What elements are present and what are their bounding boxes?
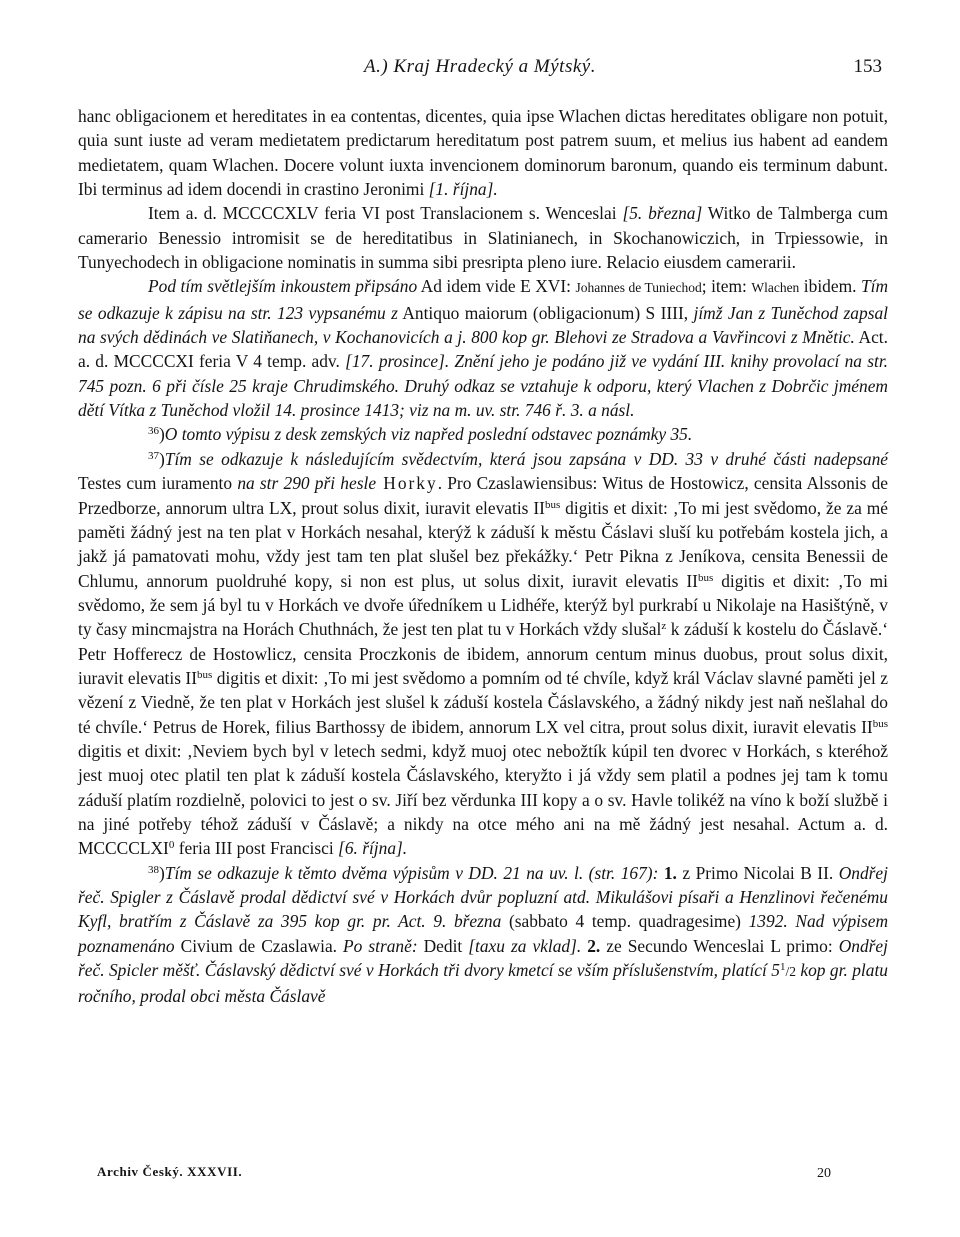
footnote-38: $^{38}$)Tím se odkazuje k těmto dvěma výpisům v DD. 21 na uv. l. (str. 167): 1. z Primo Nicolai B II. Ondřej řeč. Spigler z Čáslavě prodal dědictví své v Horkách dvůr popluzní atd. Mikulášovi písaři a Henzlinovi řečenému Kyfl, bratřím z Čáslavě za 395 kop gr. pr. Act. 9. března (sabbato 4 temp. quadragesime) 1392. Nad výpisem poznamenáno Civium de Czaslawia. Po straně: Dedit [taxu za vklad]. 2. ze Secundo Wenceslai L primo: Ondřej řeč. Spicler měšť. Čáslavský dědictví své v Horkách tři dvory kmetcí se vším příslušenstvím, platící $5^1/2$ kop gr. platu ročního, prodal obci města Čáslavě: [78, 862, 889, 1007]
date-note: [1. října].: [428, 179, 498, 200]
footnote-37: $^{37}$)Tím se odkazuje k následujícím svědectvím, která jsou zapsána v DD. 33 v druhé části nadepsané Testes cum iuramento na str 290 při hesle Horky. Pro Czaslawiensibus: Witus de Hostowicz, censita Alssonis de Przedborze, annorum ultra LX, prout solus dixit, iuravit elevatis $II^{bus}$ digitis et dixit: ‚To mi jest svědomo, že za mé paměti žádný jest na ten plat v Horkách nesahal, kterýž k záduší k městu Čáslavi sluší ku potřebám kostela jich, a jakž já pamatovati mohu, vždy jest tam ten plat slušel bez překážky.‘ Petr Pikna z Jeníkova, censita Benessii de Chlumu, annorum puoldruhé kopy, si non est plus, ut solus dixit, iuravit elevatis $II^{bus}$ digitis et dixit: ‚To mi svědomo, že sem já byl tu v Horkách ve dvoře úředníkem u Lidhéře, kterýž byl purkrabí u Nikolaje na Hasištýně, v ty časy mincmajstra na Horách Chuthnách, že jest ten plat tu v Horkách vždy slušal$^z$ k záduší k kostelu do Čáslavě.‘ Petr Hofferecz de Hostowlicz, censita Proczkonis de ibidem, annorum centum minus duobus, prout solus dixit, iuravit elevatis $II^{bus}$ digitis et dixit: ‚To mi jest svědomo a pomním od té chvíle, když král Václav slavné paměti jel z vězení z Viedně, že ten plat v Horkách jest slušel k záduší kostela Čáslavského, a žádný nikdy jest naň nešlahal do té chvíle.‘ Petrus de Horek, filius Barthossy de ibidem, annorum LX vel citra, prout solus dixit, iuravit elevatis $II^{bus}$ digitis et dixit: ‚Neviem bych byl v letech sedmi, když muoj otec nebožtík kúpil ten dvorec v Horkách, s kteréhož jest muoj otec platil ten plat k záduší kostela Čáslavského, kteryžto i já vždy sem platil a podnes jej tam k tomu záduší platím rozdielně, polovici to jest o sv. Jiří bez věrdunka III kopy a o sv. Havle tolikéž na víno k boží službě i na jiné potřeby téhož záduší v Čáslavě; a nikdy na otce mého ani na mě žádný jest nesahal. Actum a. d. MCCCCLXI$^0$ feria III post Francisci [6. října].: [78, 448, 889, 859]
paragraph-item: Item a. d. MCCCCXLV feria VI post Translacionem s. Wenceslai [5. března] Witko de Talmberga cum camerario Benessio intromisit se de hereditatibus in Slatinianech, in Skochanowiczich, in Trpiessowie, in Tunyechodech in obligacione nominatis in summa sibi presripta pleno iure. Relacio eiusdem camerarii.: [78, 203, 888, 273]
page-number: 153: [853, 56, 882, 77]
date-note: [6. října].: [338, 838, 408, 859]
page-footer: [97, 1164, 882, 1186]
footnote-number: $^{38}$): [148, 862, 165, 883]
footnote-number: $^{37}$): [148, 448, 165, 469]
page-body: [78, 104, 888, 1009]
sheet-number: 20: [817, 1166, 831, 1181]
footnote-36: $^{36}$)O tomto výpisu z desk zemských viz napřed poslední odstavec poznámky 35.: [78, 422, 888, 446]
reference-mark: E XVI: [520, 276, 567, 297]
date-note: [5. března]: [622, 203, 703, 224]
printer-signature: Archiv Český. XXXVII.: [97, 1164, 243, 1179]
page-header: [78, 56, 882, 80]
paragraph-editorial-note: Pod tím světlejším inkoustem připsáno Ad idem vide E XVI: Johannes de Tuniechod; item: Wlachen ibidem. Tím se odkazuje k zápisu na str. 123 vypsanému z Antiquo maiorum (obligacionum) S IIII, jímž Jan z Tuněchod zapsal na svých dědinách ve Slatiňanech, v Kochanovicích a j. 800 kop gr. Blehovi ze Stradova a Vavřincovi z Mnětic. Act. a. d. MCCCCXI feria V 4 temp. adv. [17. prosince]. Znění jeho je podáno již ve vydání III. knihy provolací na str. 745 pozn. 6 při čísle 25 kraje Chrudimského. Druhý odkaz se vztahuje k odporu, který Vlachen z Dobrčic jménem dětí Vítka z Tuněchod vložil 14. prosince 1413; viz na m. uv. str. 746 ř. 3. a násl.: [78, 276, 889, 421]
paragraph-continuation: hanc obligacionem et hereditates in ea contentas, dicentes, quia ipse Wlachen dictas hereditates obligare non potuit, quia sunt iuste ad veram medietatem predictarum hereditatum post patrem suum, et melius ius habent ad eandem medietatem, quam Wlachen. Docere volunt iuxta invencionem dominorum baronum, quando eis terminum dabunt. Ibi terminus ad idem docendi in crastino Jeronimi [1. října].: [78, 106, 888, 200]
footnote-number: $^{36}$): [148, 424, 165, 445]
running-title: A.) Kraj Hradecký a Mýtský.: [364, 56, 596, 77]
